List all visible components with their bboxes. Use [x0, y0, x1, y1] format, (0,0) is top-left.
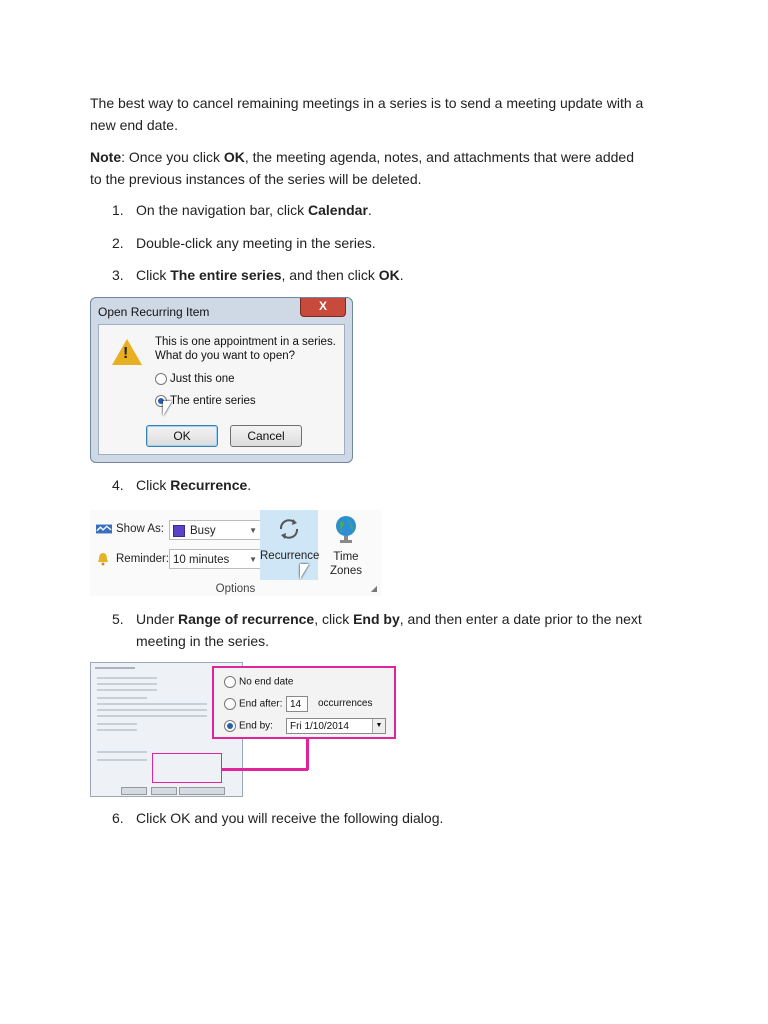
no-end-date-option[interactable] — [224, 676, 294, 688]
connector-line — [222, 768, 308, 771]
end-by-date-value: Fri 1/10/2014 — [290, 721, 349, 732]
step-number: 3. — [112, 267, 124, 283]
step-5-line-2: meeting in the series. — [136, 633, 270, 649]
note-text-1: : Once you click — [121, 149, 224, 165]
message-line-2: What do you want to open? — [155, 350, 296, 362]
warning-exclamation: ! — [123, 345, 129, 362]
busy-swatch — [173, 525, 185, 537]
dialog-title-bar — [91, 298, 352, 324]
thumbnail-line — [97, 677, 157, 679]
step-text-mid: , and then click — [281, 267, 379, 283]
step-text: Click — [136, 477, 171, 493]
dialog-launcher-icon[interactable]: ◢ — [370, 584, 377, 593]
step-text: Double-click any meeting in the series. — [136, 235, 376, 251]
occurrences-label: occurrences — [318, 698, 373, 709]
step-text-end: . — [399, 267, 404, 283]
radio-icon[interactable] — [155, 373, 167, 385]
step-text: On the navigation bar, click — [136, 202, 308, 218]
end-by-option[interactable] — [224, 720, 273, 732]
step-number: 5. — [112, 611, 124, 627]
end-by-label: End by: — [239, 720, 273, 732]
step-5 — [112, 608, 672, 630]
step-text-end: . — [247, 477, 252, 493]
step-text: Under — [136, 611, 179, 627]
step-1 — [112, 199, 672, 221]
step-number: 6. — [112, 810, 124, 826]
range-of-recurrence-zoom — [212, 666, 396, 739]
intro-paragraph — [90, 92, 690, 136]
step-bold: Recurrence — [170, 477, 248, 493]
show-as-dropdown[interactable] — [169, 520, 261, 540]
intro-line-2: new end date. — [90, 117, 178, 133]
recurrence-icon — [276, 516, 302, 542]
thumbnail-line — [97, 751, 147, 753]
intro-line-1: The best way to cancel remaining meetings in a series is to send a meeting update with a — [90, 95, 644, 111]
globe-icon — [334, 514, 358, 544]
ribbon-options-group — [90, 510, 381, 596]
step-4 — [112, 474, 672, 496]
step-3 — [112, 264, 672, 286]
radio-label: The entire series — [170, 395, 256, 408]
dialog-title: Open Recurring Item — [98, 305, 210, 319]
radio-label: Just this one — [170, 373, 235, 386]
open-recurring-item-dialog — [90, 297, 353, 463]
step-bold-2: OK — [378, 267, 400, 283]
thumbnail-line — [97, 723, 137, 725]
time-zones-button[interactable] — [327, 550, 365, 578]
step-text: Click OK and you will receive the following dialog. — [136, 810, 444, 826]
time-zones-line-1: Time — [333, 551, 359, 563]
reminder-dropdown[interactable] — [169, 549, 261, 569]
radio-icon[interactable] — [224, 698, 236, 710]
end-after-label: End after: — [239, 698, 283, 710]
recurrence-button[interactable] — [260, 510, 318, 580]
close-button[interactable]: X — [300, 298, 346, 317]
thumbnail-button — [151, 787, 177, 795]
step-bold-2: End by — [353, 611, 400, 627]
end-by-date-picker[interactable] — [286, 718, 386, 734]
thumbnail-line — [97, 697, 147, 699]
step-number: 2. — [112, 235, 124, 251]
show-as-value: Busy — [190, 525, 216, 537]
dialog-message — [155, 335, 336, 363]
step-2 — [112, 232, 672, 254]
show-as-icon — [96, 524, 112, 534]
thumbnail-title-bar — [95, 667, 135, 669]
thumbnail-button — [121, 787, 147, 795]
step-text-mid: , click — [314, 611, 354, 627]
thumbnail-line — [97, 683, 157, 685]
note-label: Note — [90, 149, 122, 165]
radio-just-this-one[interactable] — [155, 373, 235, 385]
thumbnail-line — [97, 703, 207, 705]
end-after-option[interactable] — [224, 698, 282, 710]
radio-selected-icon[interactable] — [224, 720, 236, 732]
note-line-2: to the previous instances of the series will be deleted. — [90, 171, 422, 187]
note-paragraph — [90, 146, 690, 190]
ok-button[interactable]: OK — [146, 425, 218, 447]
step-bold: The entire series — [170, 267, 282, 283]
thumbnail-button — [179, 787, 225, 795]
mouse-cursor-icon — [300, 564, 309, 579]
step-number: 4. — [112, 477, 124, 493]
thumbnail-highlight-box — [152, 753, 222, 783]
no-end-date-label: No end date — [239, 676, 294, 688]
mouse-cursor-icon — [163, 401, 172, 416]
step-number: 1. — [112, 202, 124, 218]
bell-icon — [96, 552, 110, 566]
step-text-end: , and then enter a date prior to the next — [399, 611, 642, 627]
thumbnail-line — [97, 759, 147, 761]
reminder-value: 10 minutes — [173, 554, 230, 566]
chevron-down-icon: ▼ — [249, 526, 257, 535]
recurrence-label: Recurrence — [260, 550, 320, 562]
step-6 — [112, 807, 672, 829]
thumbnail-line — [97, 729, 137, 731]
radio-icon[interactable] — [224, 676, 236, 688]
note-text-2: , the meeting agenda, notes, and attachments that were added — [244, 149, 634, 165]
thumbnail-line — [97, 709, 207, 711]
show-as-label: Show As: — [116, 523, 164, 535]
occurrences-input[interactable]: 14 — [286, 696, 308, 712]
thumbnail-line — [97, 689, 157, 691]
cancel-button[interactable]: Cancel — [230, 425, 302, 447]
thumbnail-line — [97, 715, 207, 717]
note-ok: OK — [223, 149, 245, 165]
chevron-down-icon[interactable]: ▼ — [372, 719, 385, 733]
dialog-client-area — [98, 324, 345, 455]
step-bold: Range of recurrence — [178, 611, 315, 627]
step-bold: Calendar — [308, 202, 368, 218]
appointment-recurrence-figure — [90, 662, 400, 797]
options-group-label: Options — [215, 583, 256, 595]
step-text-end: . — [367, 202, 372, 218]
message-line-1: This is one appointment in a series. — [155, 336, 336, 348]
connector-line — [306, 739, 309, 770]
chevron-down-icon: ▼ — [249, 555, 257, 564]
time-zones-line-2: Zones — [330, 565, 362, 577]
step-text: Click — [136, 267, 171, 283]
reminder-label: Reminder: — [116, 553, 170, 565]
